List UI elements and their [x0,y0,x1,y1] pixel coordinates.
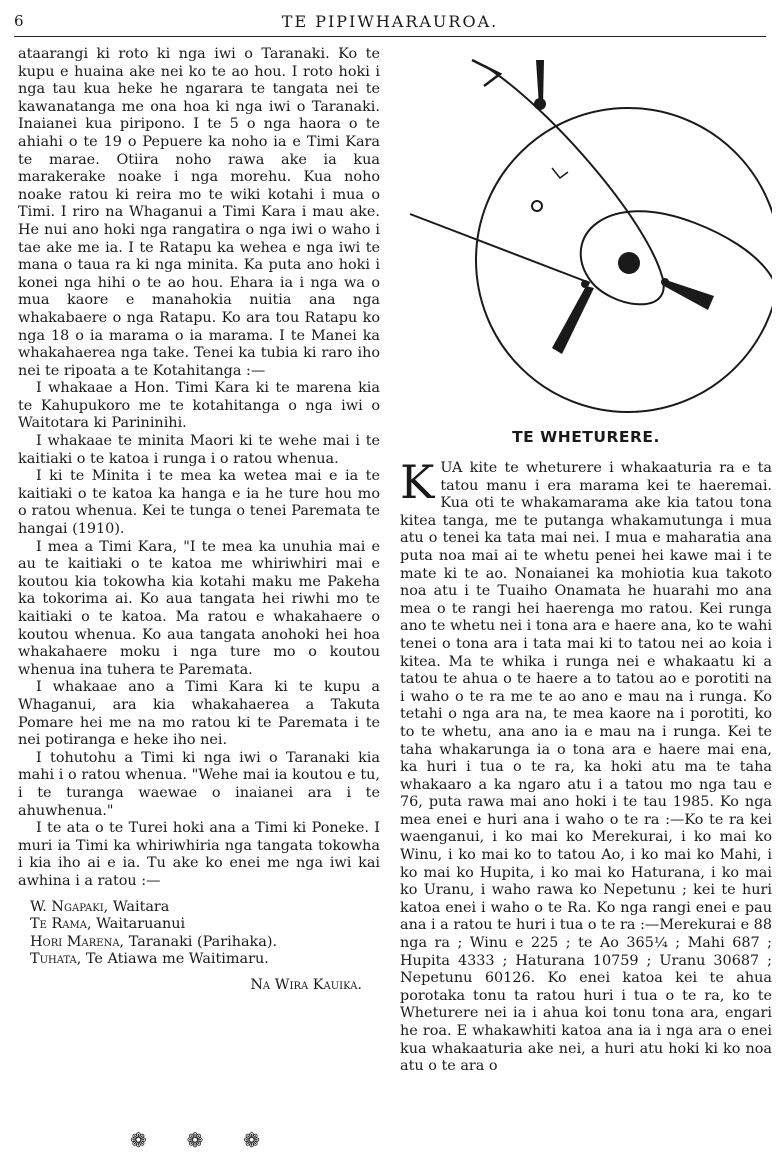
comet-position-icon [534,98,546,110]
paragraph: I mea a Timi Kara, "I te mea ka unuhia mai e au te kaitiaki o te katoa me whiriwhiri mai e koutou kia tokowha kia kotahi maku me Pakeha ka tokorima ai. Ko aua tangata hei riwhi mo te kaitiaki o te katoa. Ma ratou e whakahaere o koutou whenua. Ko aua tangata anohoki hei hoa whakahaere moku i nga ture mo o koutou whenua ina tuhera te Paremata. [18,538,380,678]
signatory [30,934,380,952]
paragraph: I tohutohu a Timi ki nga iwi o Taranaki kia mahi i o ratou whenua. "Wehe mai ia koutou e tu, i te turanga waewae o inaianei ara i te ahuwhenua." [18,749,380,819]
paragraph: I whakaae a Hon. Timi Kara ki te marena kia te Kahupukoro me te kotahitanga o nga iwi o Waitotara ki Parininihi. [18,380,380,432]
comet-orbit-diagram [400,48,772,428]
planet-icon [532,201,542,211]
paragraph: I whakaae te minita Maori ki te wehe mai i te kaitiaki o te katoa i runga i o ratou whenua. [18,433,380,467]
signatory-place: Waitara [112,898,170,915]
signatory-name: W. Ngapaki, [30,898,109,915]
signatory [30,916,380,934]
arrow-head-icon [552,168,568,178]
sun-icon [618,252,640,274]
paragraph: I ki te Minita i te mea ka wetea mai e ia te kaitiaki o te katoa ka hanga e ia he ture hou mo o ratou whenua. Kei te tunga o tenei Paremata te hangai (1910). [18,468,380,538]
paragraph: ataarangi ki roto ki nga iwi o Taranaki. Ko te kupu e huaina ake nei ko te ao hou. I roto hoki i nga tau kua heke he ngarara te tangata nei te kawanatanga me ona hoa ki nga iwi o Taranaki. Inaianei kua piripono. I te 5 o nga haora o te ahiahi o te 19 o Pepuere ka noho ia e Timi Kara te marae. Otiira noho rawa ake ia kua marakerake noake i nga morehu. Kua noho noake ratou ki reira mo te wiki kotahi i mua o Timi. I riro na Whaganui a Timi Kara i mau ake. He nui ano hoki nga rangatira o nga iwi o waho i tae ake me ia. I te Ratapu ka wehea e nga iwi te mana o taua ra ki nga minita. Ka puta ano hoki i konei nga hihi o te ao hou. Ehara ia i nga wa o mua kaore e manahokia nuitia ana nga whakabaere o nga Ratapu. Ko ara tou Ratapu ko nga 18 o ia marama o ia marama. I te Manei ka whakahaerea nga take. Tenei ka tubia ki raro iho nei te ripoata a te Kotahitanga :— [18,46,380,379]
drop-cap: K [400,455,435,509]
signatory [30,951,380,969]
signatory-name: Hori Marena, [30,933,125,950]
signatory-place: Taranaki (Parihaka). [128,933,278,950]
flower-ornament-icon: ❁ [130,1128,147,1152]
left-column [18,46,380,994]
ornament-row [130,1128,260,1152]
signatory-name: Te Rama, [30,916,92,933]
page-number: 6 [14,12,24,30]
page-header [14,8,766,38]
comet-tail-icon [552,286,594,354]
paragraph: I whakaae ano a Timi Kara ki te kupu a Whaganui, ara kia whakahaerea a Takuta Pomare hei me na mo ratou ki te Paremata i te nei potiranga e heke iho nei. [18,679,380,749]
flower-ornament-icon: ❁ [243,1128,260,1152]
signatory-name: Tuhata, [30,951,82,968]
paragraph-text: UA kite te wheturere i whakaaturia ra e ta tatou manu i era marama kei te haeremai. Kua oti te whakamarama ake kia tatou tona kitea tanga, me te putanga whakamutunga i mua atu o tenei ka tata mai nei. I mua e maharatia ana puta noa mai ai te whetu penei hei kawe mai i te mate ki te ao. Nonaianei ka mohiotia kua takoto noa atu i te Tuaiho Onamata he huarahi mo ana mea o te rangi hei haerenga mo ratou. Kei runga ano te whetu nei i tona ara e haere ana, ko te wahi tenei o tona ara i tata mai ki to tatou nei ao koia i kitea. Ma te whika i runga nei e whakaatu ki a tatou te ahua o te haere a to tatou ao e porotiti na i waho o te ra me te ao ano e mau na i runga. Ko tetahi o nga ara na, te mea kaore na i porotiti, ko to te whetu, ana ano ia e mau na i runga. Kei te taha whakarunga ia o tona ara e haere mai ena, ka huri i tua o te ra, ka hoki atu ma te taha whakaaro a ka ngaro atu i a tatou mo nga tau e 76, puta rawa mai ano hoki i te tau 1985. Ko nga mea enei e huri ana i waho o te ra :—Ko te ra kei waenganui, i ko mai ko Merekurai, i ko mai ko Winu, i ko mai ko to tatou Ao, i ko mai ko Mahi, i ko mai ko Hupita, i ko mai ko Haturana, i ko mai ko Uranu, i waho rawa ko Nepetunu ; kei te huri katoa enei i waho o te Ra. Ko nga rangi enei e pau ana i a ratou te huri i tua o te ra :—Merekurai e 88 nga ra ; Winu e 225 ; te Ao 365¼ ; Mahi 687 ; Hupita 4333 ; Haturana 10759 ; Uranu 30687 ; Nepetunu 60126. Ko enei katoa kei te ahua porotaka tonu ta ratou huri i tua o te ra, ko te Wheturere nei ia i ahua koi tonu tona ara, engari he roa. E whakawhiti katoa ana ia i nga ara o enei kua whakaaturia ake nei, a huri atu hoki ki ko noa atu o te ara o [400,460,772,1075]
signatory [30,899,380,917]
orbit-line [410,214,590,283]
header-rule [14,36,766,37]
paragraph: I te ata o te Turei hoki ana a Timi ki Poneke. I muri ia Timi ka whiriwhiria nga tangata tokowha i kia iho ai e ia. Tu ake ko enei me nga iwi kai awhina i a ratou :— [18,820,380,889]
signatory-place: Te Atiawa me Waitimaru. [85,951,269,968]
paragraph [400,455,772,1076]
article-author: Na Wira Kauika. [250,976,362,993]
section-title: TE WHETURERE. [512,428,660,446]
right-column [400,455,772,1076]
arrow-head-icon [472,60,500,86]
signatory-list [30,899,380,969]
comet-tail-icon [664,280,714,310]
flower-ornament-icon: ❁ [186,1128,204,1152]
running-title: TE PIPIWHARAUROA. [281,12,499,31]
signatory-place: Waitaruanui [96,916,186,933]
